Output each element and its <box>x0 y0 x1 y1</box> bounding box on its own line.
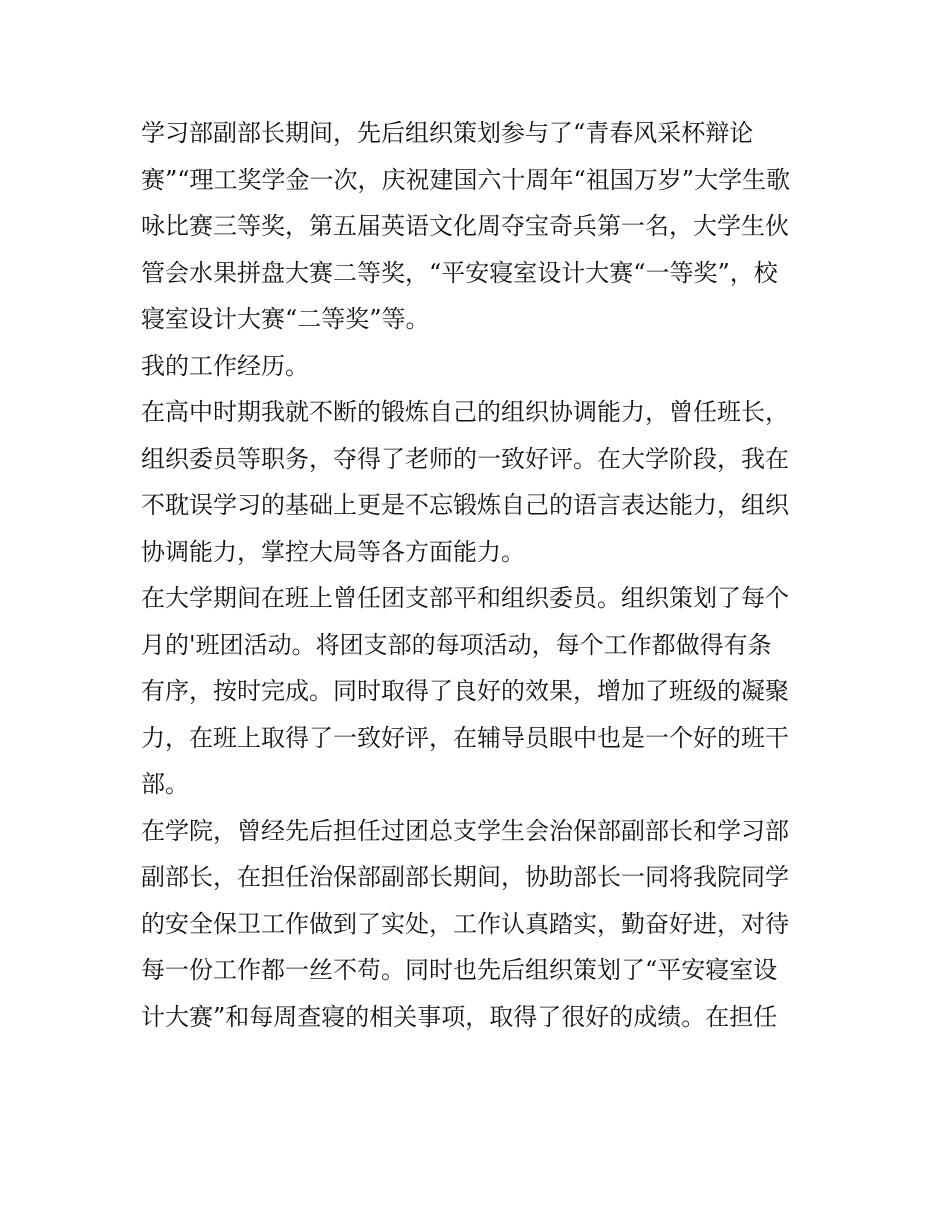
text-line: 计大赛”和每周查寝的相关事项，取得了很好的成绩。在担任 <box>141 1002 778 1031</box>
paragraph-high-school <box>141 389 821 575</box>
text-line: 学习部副部长期间，先后组织策划参与了“青春风采杯辩论 <box>141 119 754 147</box>
section-heading: 我的工作经历。 <box>141 351 309 380</box>
text-line: 赛”“理工奖学金一次，庆祝建国六十周年“祖国万岁”大学生歌 <box>141 165 791 194</box>
text-line: 在高中时期我就不断的锻炼自己的组织协调能力，曾任班长， <box>141 398 789 426</box>
paragraph-awards <box>141 110 821 343</box>
paragraph-class-committee <box>141 575 821 808</box>
text-line: 力，在班上取得了一致好评，在辅导员眼中也是一个好的班干 <box>141 723 789 752</box>
text-line: 组织委员等职务，夺得了老师的一致好评。在大学阶段，我在 <box>141 444 789 473</box>
document-body <box>141 110 821 1040</box>
text-line: 咏比赛三等奖，第五届英语文化周夺宝奇兵第一名，大学生伙 <box>141 212 789 240</box>
text-line: 月的'班团活动。将团支部的每项活动，每个工作都做得有条 <box>141 630 772 659</box>
text-line: 在学院，曾经先后担任过团总支学生会治保部副部长和学习部 <box>141 816 789 845</box>
text-line: 管会水果拼盘大赛二等奖，“平安寝室设计大赛“一等奖”，校 <box>141 258 778 287</box>
paragraph-student-union <box>141 808 821 1041</box>
paragraph-section-heading <box>141 343 821 390</box>
text-line: 副部长，在担任治保部副部长期间，协助部长一同将我院同学 <box>141 863 789 891</box>
text-line: 寝室设计大赛“二等奖”等。 <box>141 305 430 333</box>
text-line: 协调能力，掌控大局等各方面能力。 <box>141 537 525 566</box>
text-line: 不耽误学习的基础上更是不忘锻炼自己的语言表达能力，组织 <box>141 491 789 519</box>
text-line: 在大学期间在班上曾任团支部平和组织委员。组织策划了每个 <box>141 584 789 612</box>
text-line: 有序，按时完成。同时取得了良好的效果，增加了班级的凝聚 <box>141 677 789 705</box>
text-line: 每一份工作都一丝不苟。同时也先后组织策划了“平安寝室设 <box>141 956 778 984</box>
text-line: 的安全保卫工作做到了实处，工作认真踏实，勤奋好进，对待 <box>141 909 789 938</box>
text-line: 部。 <box>141 770 189 798</box>
